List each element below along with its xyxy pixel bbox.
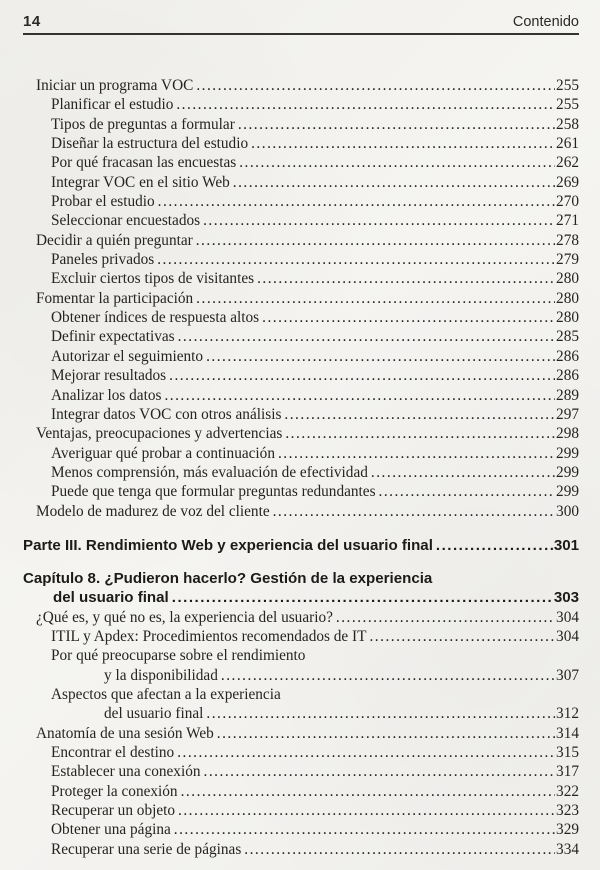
toc-entry-title: Modelo de madurez de voz del cliente [36,502,270,520]
toc-entry-page-number: 303 [553,589,579,607]
toc-entry-page-number: 314 [556,724,579,742]
toc-entry-page-number: 300 [556,502,579,520]
toc-entry [23,743,579,762]
toc-entry [23,444,579,463]
dot-leader [278,444,555,463]
dot-leader [203,211,555,230]
toc-entry-page-number: 322 [556,782,579,800]
toc-entry-title: Recuperar un objeto [51,802,176,820]
dot-leader [251,134,555,153]
toc-entry [23,801,579,820]
toc-entry-title: Encontrar el destino [51,744,175,762]
dot-leader [157,250,555,269]
dot-leader [221,666,555,685]
toc-entry-page-number: 271 [556,212,579,230]
toc-entry [23,192,579,211]
toc-entry-title: Obtener índices de respuesta altos [51,309,260,327]
toc-entry-page-number: 317 [556,763,579,781]
toc-entry-title: Capítulo 8. ¿Pudieron hacerlo? Gestión de la experiencia [23,569,433,587]
dot-leader [371,463,555,482]
toc-entry-title: Planificar el estudio [51,96,174,114]
dot-leader [204,762,556,781]
toc-entry-page-number: 286 [556,347,579,365]
toc-entry-page-number: 297 [556,405,579,423]
toc-entry-title: Aspectos que afectan a la experiencia [51,686,281,704]
toc-entry-page-number: 312 [556,705,579,723]
toc-entry-title: Paneles privados [51,251,155,269]
dot-leader [181,782,555,801]
toc-entry [23,308,579,327]
dot-leader [217,724,555,743]
toc-entry-title: Fomentar la participación [36,289,194,307]
toc-entry-page-number: 315 [556,744,579,762]
toc-entry-page-number: 289 [556,386,579,404]
toc-entry-title: Integrar VOC en el sitio Web [51,173,230,191]
toc-entry-title: Analizar los datos [51,386,162,404]
toc-entry-page-number: 323 [556,802,579,820]
dot-leader [239,153,555,172]
toc-entry-page-number: 286 [556,367,579,385]
toc-entry-title: Diseñar la estructura del estudio [51,135,249,153]
dot-leader [257,269,555,288]
toc-entry [23,724,579,743]
dot-leader [196,289,555,308]
toc-entry-page-number: 304 [556,608,579,626]
toc-entry-page-number: 255 [556,77,579,94]
header-rule [23,33,579,35]
toc-entry [23,840,579,859]
dot-leader [158,192,555,211]
toc-entry [23,76,579,95]
toc-entry [23,627,579,646]
toc-entry-page-number: 329 [556,821,579,839]
toc-entry-title: Por qué preocuparse sobre el rendimiento [51,647,306,665]
dot-leader [262,308,555,327]
toc-entry-title: ITIL y Apdex: Procedimientos recomendados de IT [51,628,367,646]
toc-part-heading [23,536,579,556]
toc-entry-title: Mejorar resultados [51,367,167,385]
toc-entry-title: Establecer una conexión [51,763,201,781]
toc-entry-page-number: 304 [556,628,579,646]
toc-entry-title: Obtener una página [51,821,171,839]
toc-entry-title: Recuperar una serie de páginas [51,840,242,858]
toc-entry [23,463,579,482]
toc-entry [23,211,579,230]
toc-entry-page-number: 280 [556,289,579,307]
toc-entry-title: Tipos de preguntas a formular [51,115,235,133]
dot-leader [178,327,555,346]
toc-entry-title: Anatomía de una sesión Web [36,724,214,742]
dot-leader [177,743,555,762]
dot-leader [169,366,555,385]
toc-entry-page-number: 301 [553,536,579,554]
table-of-contents [23,76,579,859]
toc-entry-title: Excluir ciertos tipos de visitantes [51,270,255,288]
toc-entry-page-number: 299 [556,483,579,501]
dot-leader [172,588,553,608]
dot-leader [196,76,555,95]
toc-entry [23,405,579,424]
toc-entry [23,482,579,501]
toc-entry-title: Probar el estudio [51,193,155,211]
toc-entry-continuation [23,704,579,723]
toc-entry-page-number: 280 [556,270,579,288]
toc-entry-title: Decidir a quién preguntar [36,231,193,249]
dot-leader [244,840,555,859]
toc-entry [23,347,579,366]
toc-entry-title: Seleccionar encuestados [51,212,201,230]
dot-leader [336,608,555,627]
toc-entry-title: Integrar datos VOC con otros análisis [51,405,282,423]
toc-entry-page-number: 269 [556,173,579,191]
running-header-title: Contenido [512,14,579,30]
toc-entry-page-number: 307 [556,666,579,684]
dot-leader [178,801,555,820]
toc-entry-page-number: 270 [556,193,579,211]
toc-entry-title: ¿Qué es, y qué no es, la experiencia del usuario? [36,608,333,626]
toc-entry-page-number: 285 [556,328,579,346]
toc-entry [23,386,579,405]
dot-leader [379,482,556,501]
toc-entry-page-number: 298 [556,425,579,443]
toc-entry [23,153,579,172]
toc-entry [23,608,579,627]
toc-entry [23,269,579,288]
dot-leader [285,424,555,443]
toc-entry [23,95,579,114]
toc-entry-title: Iniciar un programa VOC [36,77,194,94]
dot-leader [196,231,555,250]
page-header [23,13,579,30]
toc-entry-title: Averiguar qué probar a continuación [51,444,275,462]
dot-leader [206,704,555,723]
toc-entry-title: Puede que tenga que formular preguntas redundantes [51,483,376,501]
toc-entry-page-number: 262 [556,154,579,172]
toc-entry-title: Definir expectativas [51,328,175,346]
toc-entry-page-number: 279 [556,251,579,269]
toc-entry [23,424,579,443]
dot-leader [233,173,555,192]
toc-entry-title: Proteger la conexión [51,782,178,800]
toc-entry [23,134,579,153]
page-content [23,13,579,859]
toc-entry [23,173,579,192]
toc-entry-title: Ventajas, preocupaciones y advertencias [36,425,283,443]
toc-entry-title: del usuario final [104,705,204,723]
toc-entry [23,327,579,346]
dot-leader [176,95,555,114]
toc-entry-title: Menos comprensión, más evaluación de efectividad [51,463,368,481]
dot-leader [369,627,555,646]
toc-entry [23,762,579,781]
dot-leader [164,386,555,405]
dot-leader [273,502,555,521]
toc-chapter-heading-continuation [23,588,579,608]
toc-entry [23,646,579,665]
toc-entry-continuation [23,666,579,685]
dot-leader [284,405,555,424]
dot-leader [436,536,553,556]
toc-entry-page-number: 299 [556,463,579,481]
dot-leader [206,347,555,366]
toc-entry [23,685,579,704]
toc-entry-page-number: 280 [556,309,579,327]
dot-leader [174,820,555,839]
toc-entry-page-number: 258 [556,115,579,133]
toc-entry-title: Autorizar el seguimiento [51,347,204,365]
toc-entry [23,502,579,521]
toc-entry-page-number: 334 [556,840,579,858]
toc-entry-title: Por qué fracasan las encuestas [51,154,237,172]
toc-entry-page-number: 299 [556,444,579,462]
toc-entry [23,820,579,839]
page-number: 14 [23,13,41,30]
toc-entry-page-number: 278 [556,231,579,249]
toc-entry [23,231,579,250]
toc-entry-page-number: 255 [556,96,579,114]
toc-entry-title: Parte III. Rendimiento Web y experiencia del usuario final [23,536,433,554]
toc-entry [23,366,579,385]
toc-chapter-heading [23,569,579,589]
toc-entry [23,289,579,308]
toc-entry-page-number: 261 [556,135,579,153]
toc-entry-title: del usuario final [53,589,169,607]
toc-entry [23,250,579,269]
dot-leader [238,115,555,134]
toc-entry [23,115,579,134]
toc-entry-title: y la disponibilidad [104,666,218,684]
toc-entry [23,782,579,801]
